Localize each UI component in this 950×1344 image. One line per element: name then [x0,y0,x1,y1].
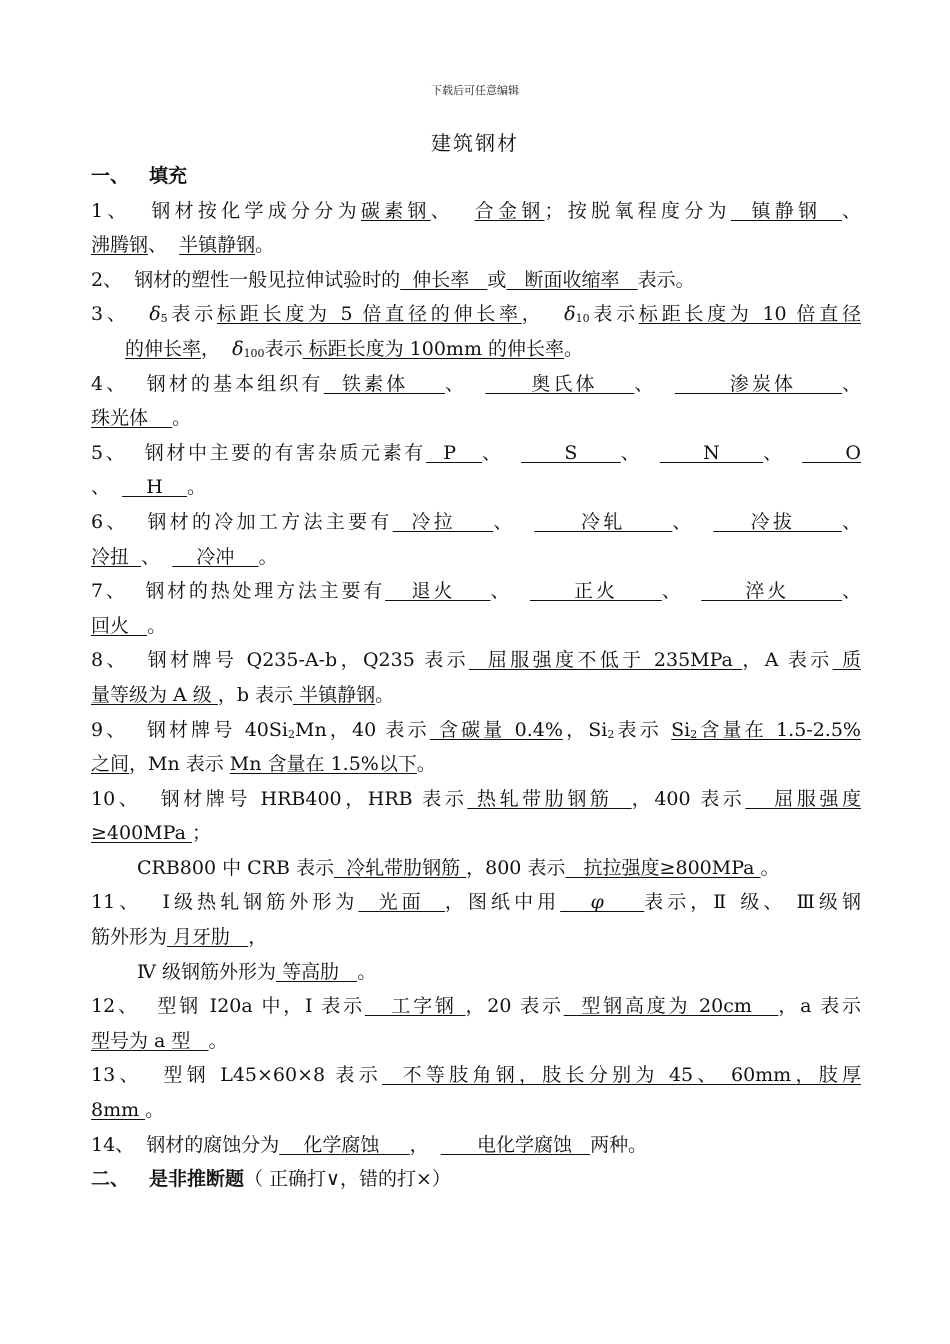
answer-blank: 冷拔 [713,510,842,533]
answer-blank: 的伸长率 [125,337,202,360]
answer-blank: 等高肋 [276,960,358,983]
answer-blank: 珠光体 [91,407,173,430]
question-1-cont: 沸腾钢、 半镇静钢。 [91,234,275,257]
answer-blank: 标距长度为 10 倍直径 [638,303,861,326]
document-title: 建筑钢材 [431,131,519,155]
answer-blank: 冷轧 [534,510,673,533]
question-6: 6、 钢材的冷加工方法主要有 冷拉 、 冷轧 、 冷拔 、 [91,510,861,533]
answer-blank: 不等肢角钢，肢长分别为 45、 60mm，肢厚 [381,1064,861,1087]
answer-blank: 月牙肋 [167,926,249,949]
question-11-cont: 筋外形为 月牙肋 ， [91,926,268,949]
answer-blank: S [521,441,621,464]
question-1: 1、 钢材按化学成分分为碳素钢、 合金钢；按脱氧程度分为 镇静钢 、 [91,199,861,222]
question-14: 14、 钢材的腐蚀分为 化学腐蚀 ， 电化学腐蚀 两种。 [91,1133,648,1156]
section-heading-true-false: 二、 是非推断题（ 正确打∨，错的打×） [91,1168,451,1191]
answer-blank: 奥氏体 [485,372,635,395]
question-4: 4、 钢材的基本组织有 铁素体 、 奥氏体 、 渗炭体 、 [91,372,861,395]
question-3-cont: 的伸长率， δ100表示 标距长度为 100mm 的伸长率。 [125,337,584,360]
answer-blank: 屈服强度不低于 235MPa [468,649,743,672]
answer-blank: P [425,441,483,464]
answer-blank: 型钢高度为 20cm [563,995,779,1018]
answer-blank: φ [560,891,645,914]
answer-blank: 含碳量 0.4% [429,718,563,741]
answer-blank: 光面 [358,891,445,914]
question-7-cont: 回火 。 [91,614,167,637]
answer-blank: 淬火 [701,580,842,603]
question-13: 13、 型钢 L45×60×8 表示 不等肢角钢，肢长分别为 45、 60mm，肢厚 [91,1064,861,1087]
answer-blank: 渗炭体 [674,372,842,395]
answer-blank: 抗拉强度≥800MPa [565,856,761,879]
question-9-cont: 之间，Mn 表示 Mn 含量在 1.5%以下。 [91,753,436,776]
answer-blank: 冷拉 [392,510,494,533]
answer-blank: N [659,441,764,464]
answer-blank: 镇静钢 [730,199,842,222]
question-10: 10、 钢材牌号 HRB400，HRB 表示 热轧带肋钢筋 ，400 表示 屈服强度 [91,787,861,810]
answer-blank: ≥400MPa [91,822,192,845]
question-11: 11、 Ⅰ级热轧钢筋外形为 光面 ，图纸中用 φ 表示，Ⅱ 级、 Ⅲ级钢 [91,891,861,914]
answer-blank: 质 [832,649,861,672]
question-10-cont: ≥400MPa ； [91,822,211,845]
question-12-cont: 型号为 a 型 。 [91,1029,228,1052]
answer-blank: 型号为 a 型 [91,1029,209,1052]
answer-blank: 半镇静钢 [293,683,376,706]
answer-blank: 正火 [529,580,662,603]
answer-blank: 冷轧带肋钢筋 [334,856,467,879]
answer-blank: 屈服强度 [745,787,861,810]
section-heading-fill: 一、 填充 [91,165,188,187]
question-4-cont: 珠光体 。 [91,407,192,430]
answer-blank: 标距长度为 5 倍直径的伸长率 [216,303,522,326]
answer-blank: 工字钢 [364,995,466,1018]
answer-blank: 化学腐蚀 [279,1133,410,1156]
answer-blank: 标距长度为 100mm 的伸长率 [302,337,564,360]
answer-blank: 热轧带肋钢筋 [467,787,632,810]
answer-blank: 铁素体 [323,372,446,395]
answer-blank: Si2含量在 1.5-2.5% [671,718,861,741]
answer-blank: 伸长率 [400,268,488,291]
answer-blank: 8mm [91,1099,146,1122]
answer-blank: 退火 [385,580,491,603]
answer-blank: 冷扭 [91,545,142,568]
page-header: 下载后可任意编辑 [431,84,519,97]
question-10-crb: CRB800 中 CRB 表示 冷轧带肋钢筋 ，800 表示 抗拉强度≥800MPa 。 [137,856,780,879]
answer-blank: O [802,441,861,464]
question-5: 5、 钢材中主要的有害杂质元素有 P 、 S 、 N 、 O [91,441,861,464]
answer-blank: 量等级为 A 级 [91,683,218,706]
question-5-cont: 、 H 。 [91,476,206,499]
question-6-cont: 冷扭 、 冷冲 。 [91,545,278,568]
document-body [91,159,861,1197]
answer-blank: 断面收缩率 [506,268,638,291]
question-11-iv: Ⅳ 级钢筋外形为 等高肋 。 [137,960,377,983]
answer-blank: Mn 含量在 1.5%以下 [229,753,417,776]
question-8: 8、 钢材牌号 Q235-A-b，Q235 表示 屈服强度不低于 235MPa ，A 表示 质 [91,649,861,672]
answer-blank: 回火 [91,614,148,637]
question-9: 9、 钢材牌号 40Si2Mn，40 表示 含碳量 0.4%，Si2表示 Si2含量在 1.5-2.5% [91,718,861,741]
answer-blank: 沸腾钢 [91,234,149,257]
answer-blank: 冷冲 [172,545,259,568]
question-3: 3、 δ5表示标距长度为 5 倍直径的伸长率， δ10表示标距长度为 10 倍直径 [91,303,861,326]
answer-blank: 之间 [91,753,130,776]
question-13-cont: 8mm 。 [91,1099,165,1122]
answer-blank: 电化学腐蚀 [440,1133,591,1156]
answer-blank: 合金钢 [474,199,545,222]
question-7: 7、 钢材的热处理方法主要有 退火 、 正火 、 淬火 、 [91,580,861,603]
question-12: 12、 型钢 I20a 中，I 表示 工字钢 ，20 表示 型钢高度为 20cm ，a 表示 [91,995,861,1018]
answer-blank: 碳素钢 [360,199,431,222]
question-8-cont: 量等级为 A 级 ，b 表示 半镇静钢。 [91,683,395,706]
answer-blank: 半镇静钢 [179,234,256,257]
question-2: 2、 钢材的塑性一般见拉伸试验时的 伸长率 或 断面收缩率 表示。 [91,268,695,291]
answer-blank: H [122,476,187,499]
